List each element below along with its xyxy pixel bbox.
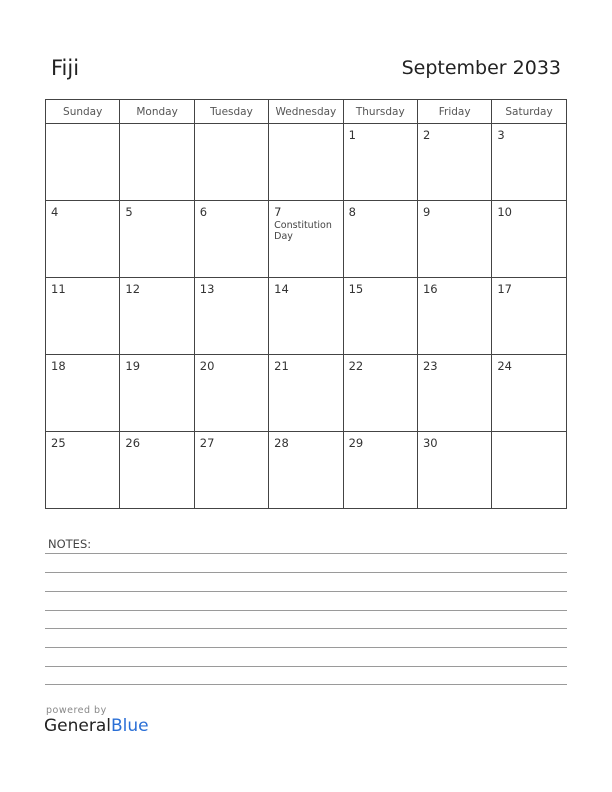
day-number: 21 — [274, 359, 289, 373]
note-line — [45, 666, 567, 667]
day-number: 4 — [51, 205, 59, 219]
generalblue-logo — [44, 716, 149, 736]
day-cell — [492, 201, 566, 278]
note-line — [45, 684, 567, 685]
weekday-header: Sunday — [46, 100, 120, 124]
day-number: 6 — [199, 205, 208, 219]
note-line — [45, 553, 567, 554]
month-year-title: September 2033 — [401, 57, 561, 79]
weekday-header: Saturday — [492, 100, 566, 124]
country-title: Fiji — [51, 56, 80, 80]
day-cell — [46, 355, 120, 432]
day-cell — [120, 432, 194, 509]
day-number: 17 — [497, 282, 512, 296]
powered-by-text: powered by — [46, 705, 107, 716]
day-cell — [343, 278, 417, 355]
day-cell — [120, 278, 194, 355]
day-number: 25 — [51, 436, 66, 450]
day-cell — [120, 124, 194, 201]
day-cell — [120, 201, 194, 278]
day-number: 22 — [348, 359, 364, 373]
day-cell — [417, 355, 491, 432]
weekday-header: Monday — [120, 100, 194, 124]
day-number: 29 — [348, 436, 364, 450]
day-number: 3 — [497, 128, 505, 142]
day-cell — [46, 201, 120, 278]
day-cell — [492, 124, 566, 201]
note-line — [45, 647, 567, 648]
day-cell — [343, 355, 417, 432]
day-cell — [269, 278, 343, 355]
day-cell — [492, 432, 566, 509]
day-number: 28 — [274, 436, 289, 450]
weekday-header: Thursday — [343, 100, 417, 124]
day-cell — [194, 278, 268, 355]
day-number: 23 — [422, 359, 438, 373]
day-cell — [120, 355, 194, 432]
day-number: 2 — [422, 128, 431, 142]
day-cell — [194, 201, 268, 278]
day-cell — [46, 124, 120, 201]
day-cell — [417, 201, 491, 278]
day-cell — [269, 124, 343, 201]
weekday-header: Tuesday — [194, 100, 268, 124]
day-number: 27 — [199, 436, 215, 450]
day-number: 10 — [497, 205, 512, 219]
notes-label: NOTES: — [48, 537, 92, 551]
day-cell — [417, 278, 491, 355]
weekday-header: Wednesday — [269, 100, 343, 124]
week-row — [46, 355, 567, 432]
day-number: 7 — [274, 205, 282, 219]
note-line — [45, 591, 567, 592]
day-cell — [46, 278, 120, 355]
brand-blue: Blue — [111, 716, 149, 736]
day-cell — [492, 355, 566, 432]
day-number: 9 — [422, 205, 431, 219]
week-row — [46, 432, 567, 509]
day-number: 16 — [422, 282, 438, 296]
day-cell — [343, 201, 417, 278]
day-cell — [343, 432, 417, 509]
brand-general: General — [44, 716, 111, 736]
weekday-header: Friday — [417, 100, 491, 124]
day-number: 26 — [125, 436, 141, 450]
day-cell — [269, 201, 343, 278]
day-number: 19 — [125, 359, 141, 373]
day-number: 24 — [497, 359, 512, 373]
day-number: 30 — [422, 436, 438, 450]
day-number: 15 — [348, 282, 364, 296]
calendar-grid — [45, 99, 567, 509]
day-number: 13 — [199, 282, 215, 296]
day-number: 5 — [125, 205, 133, 219]
day-number: 1 — [348, 128, 356, 142]
note-line — [45, 572, 567, 573]
day-number: 20 — [199, 359, 215, 373]
day-cell — [417, 124, 491, 201]
day-number: 18 — [51, 359, 66, 373]
day-number: 12 — [125, 282, 141, 296]
day-number: 14 — [274, 282, 289, 296]
note-line — [45, 628, 567, 629]
week-row — [46, 278, 567, 355]
week-row — [46, 124, 567, 201]
day-cell — [194, 432, 268, 509]
week-row — [46, 201, 567, 278]
day-cell — [46, 432, 120, 509]
day-cell — [269, 432, 343, 509]
day-number: 8 — [348, 205, 356, 219]
day-cell — [269, 355, 343, 432]
day-cell — [194, 355, 268, 432]
day-cell — [194, 124, 268, 201]
note-line — [45, 610, 567, 611]
weekday-header-row — [46, 100, 567, 124]
day-cell — [492, 278, 566, 355]
day-cell — [343, 124, 417, 201]
day-number: 11 — [51, 282, 66, 296]
day-cell — [417, 432, 491, 509]
holiday-label: Constitution Day — [274, 219, 332, 243]
